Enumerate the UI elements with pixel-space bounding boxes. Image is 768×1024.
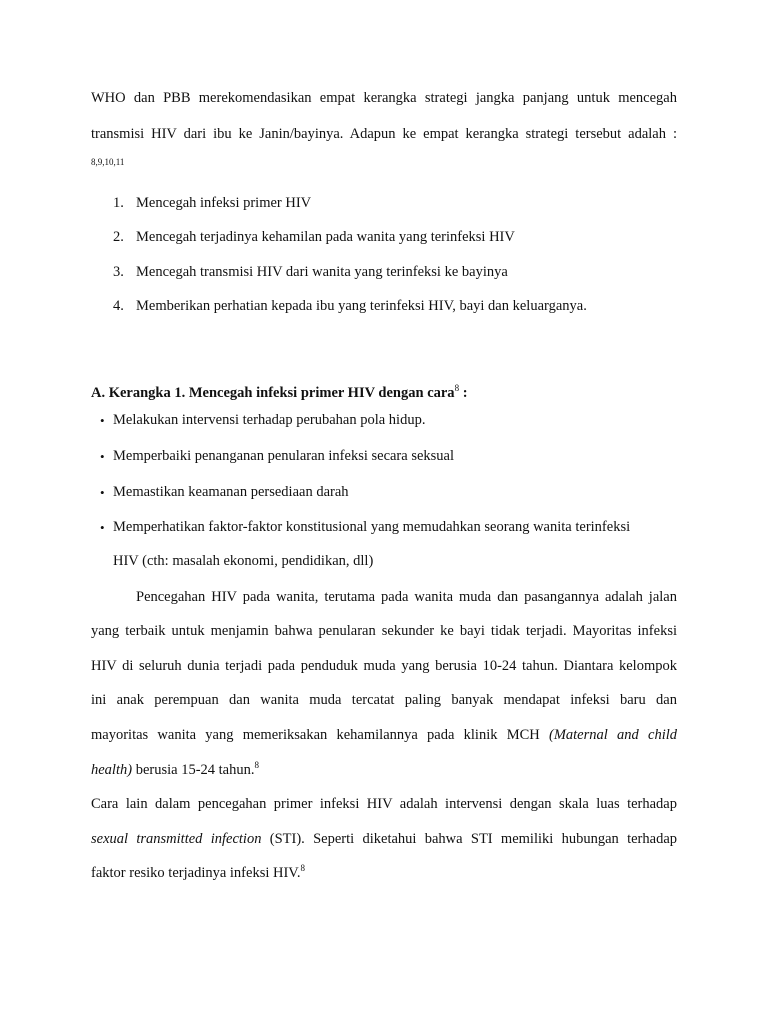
section-heading-colon: :	[459, 385, 468, 401]
section-heading-text: A. Kerangka 1. Mencegah infeksi primer HIV dengan cara	[91, 385, 455, 401]
paragraph-italic: sexual transmitted infection	[91, 831, 262, 847]
paragraph-line: yang terbaik untuk menjamin bahwa penularan sekunder ke bayi tidak terjadi. Mayoritas infeksi	[91, 623, 677, 639]
bullet-text: Memastikan keamanan persediaan darah	[113, 484, 349, 500]
list-number: 2.	[113, 229, 124, 245]
list-number: 4.	[113, 298, 124, 314]
paragraph-italic: (Maternal and child	[549, 727, 677, 743]
bullet-text: Memperhatikan faktor-faktor konstitusional yang memudahkan seorang wanita terinfeksi	[113, 519, 631, 535]
intro-reference: 8,9,10,11	[91, 157, 125, 167]
section-heading	[91, 385, 677, 402]
paragraph-text: faktor resiko terjadinya infeksi HIV.	[91, 865, 301, 881]
paragraph-line	[91, 865, 677, 882]
reference-superscript: 8	[254, 760, 259, 770]
list-number: 1.	[113, 195, 124, 211]
list-text: Mencegah infeksi primer HIV	[136, 195, 312, 211]
list-number: 3.	[113, 264, 124, 280]
bullet-text: Melakukan intervensi terhadap perubahan pola hidup.	[113, 412, 426, 428]
paragraph-line: ini anak perempuan dan wanita muda tercatat paling banyak mendapat infeksi baru dan	[91, 692, 677, 708]
list-text: Mencegah transmisi HIV dari wanita yang terinfeksi ke bayinya	[136, 264, 508, 280]
bullet-text: Memperbaiki penanganan penularan infeksi secara seksual	[113, 448, 455, 464]
paragraph-line: Pencegahan HIV pada wanita, terutama pada wanita muda dan pasangannya adalah jalan	[136, 589, 677, 605]
intro-line-1: WHO dan PBB merekomendasikan empat kerangka strategi jangka panjang untuk mencegah	[91, 90, 677, 106]
paragraph-text: berusia 15-24 tahun.	[132, 762, 255, 778]
paragraph-line: Cara lain dalam pencegahan primer infeksi HIV adalah intervensi dengan skala luas terhadap	[91, 796, 677, 812]
list-text: Mencegah terjadinya kehamilan pada wanita yang terinfeksi HIV	[136, 229, 515, 245]
paragraph-italic: health)	[91, 762, 133, 778]
paragraph-text: (STI). Seperti diketahui bahwa STI memiliki hubungan terhadap	[269, 831, 677, 847]
reference-superscript: 8	[300, 863, 306, 873]
section-heading-ref: 8	[454, 383, 460, 393]
bullet-icon: •	[100, 520, 105, 535]
bullet-icon: •	[100, 485, 105, 500]
paragraph-line	[91, 831, 677, 848]
intro-line-2: transmisi HIV dari ibu ke Janin/bayinya. Adapun ke empat kerangka strategi tersebut adalah :	[91, 126, 677, 142]
paragraph-line: HIV di seluruh dunia terjadi pada penduduk muda yang berusia 10-24 tahun. Diantara kelompok	[91, 658, 677, 674]
list-text: Memberikan perhatian kepada ibu yang terinfeksi HIV, bayi dan keluarganya.	[136, 298, 587, 314]
paragraph-line	[91, 727, 677, 744]
bullet-icon: •	[100, 413, 105, 428]
bullet-text-continuation: HIV (cth: masalah ekonomi, pendidikan, dll)	[113, 553, 374, 569]
paragraph-line	[91, 762, 677, 779]
paragraph-text: mayoritas wanita yang memeriksakan kehamilannya pada klinik MCH	[91, 727, 549, 743]
bullet-icon: •	[100, 449, 105, 464]
